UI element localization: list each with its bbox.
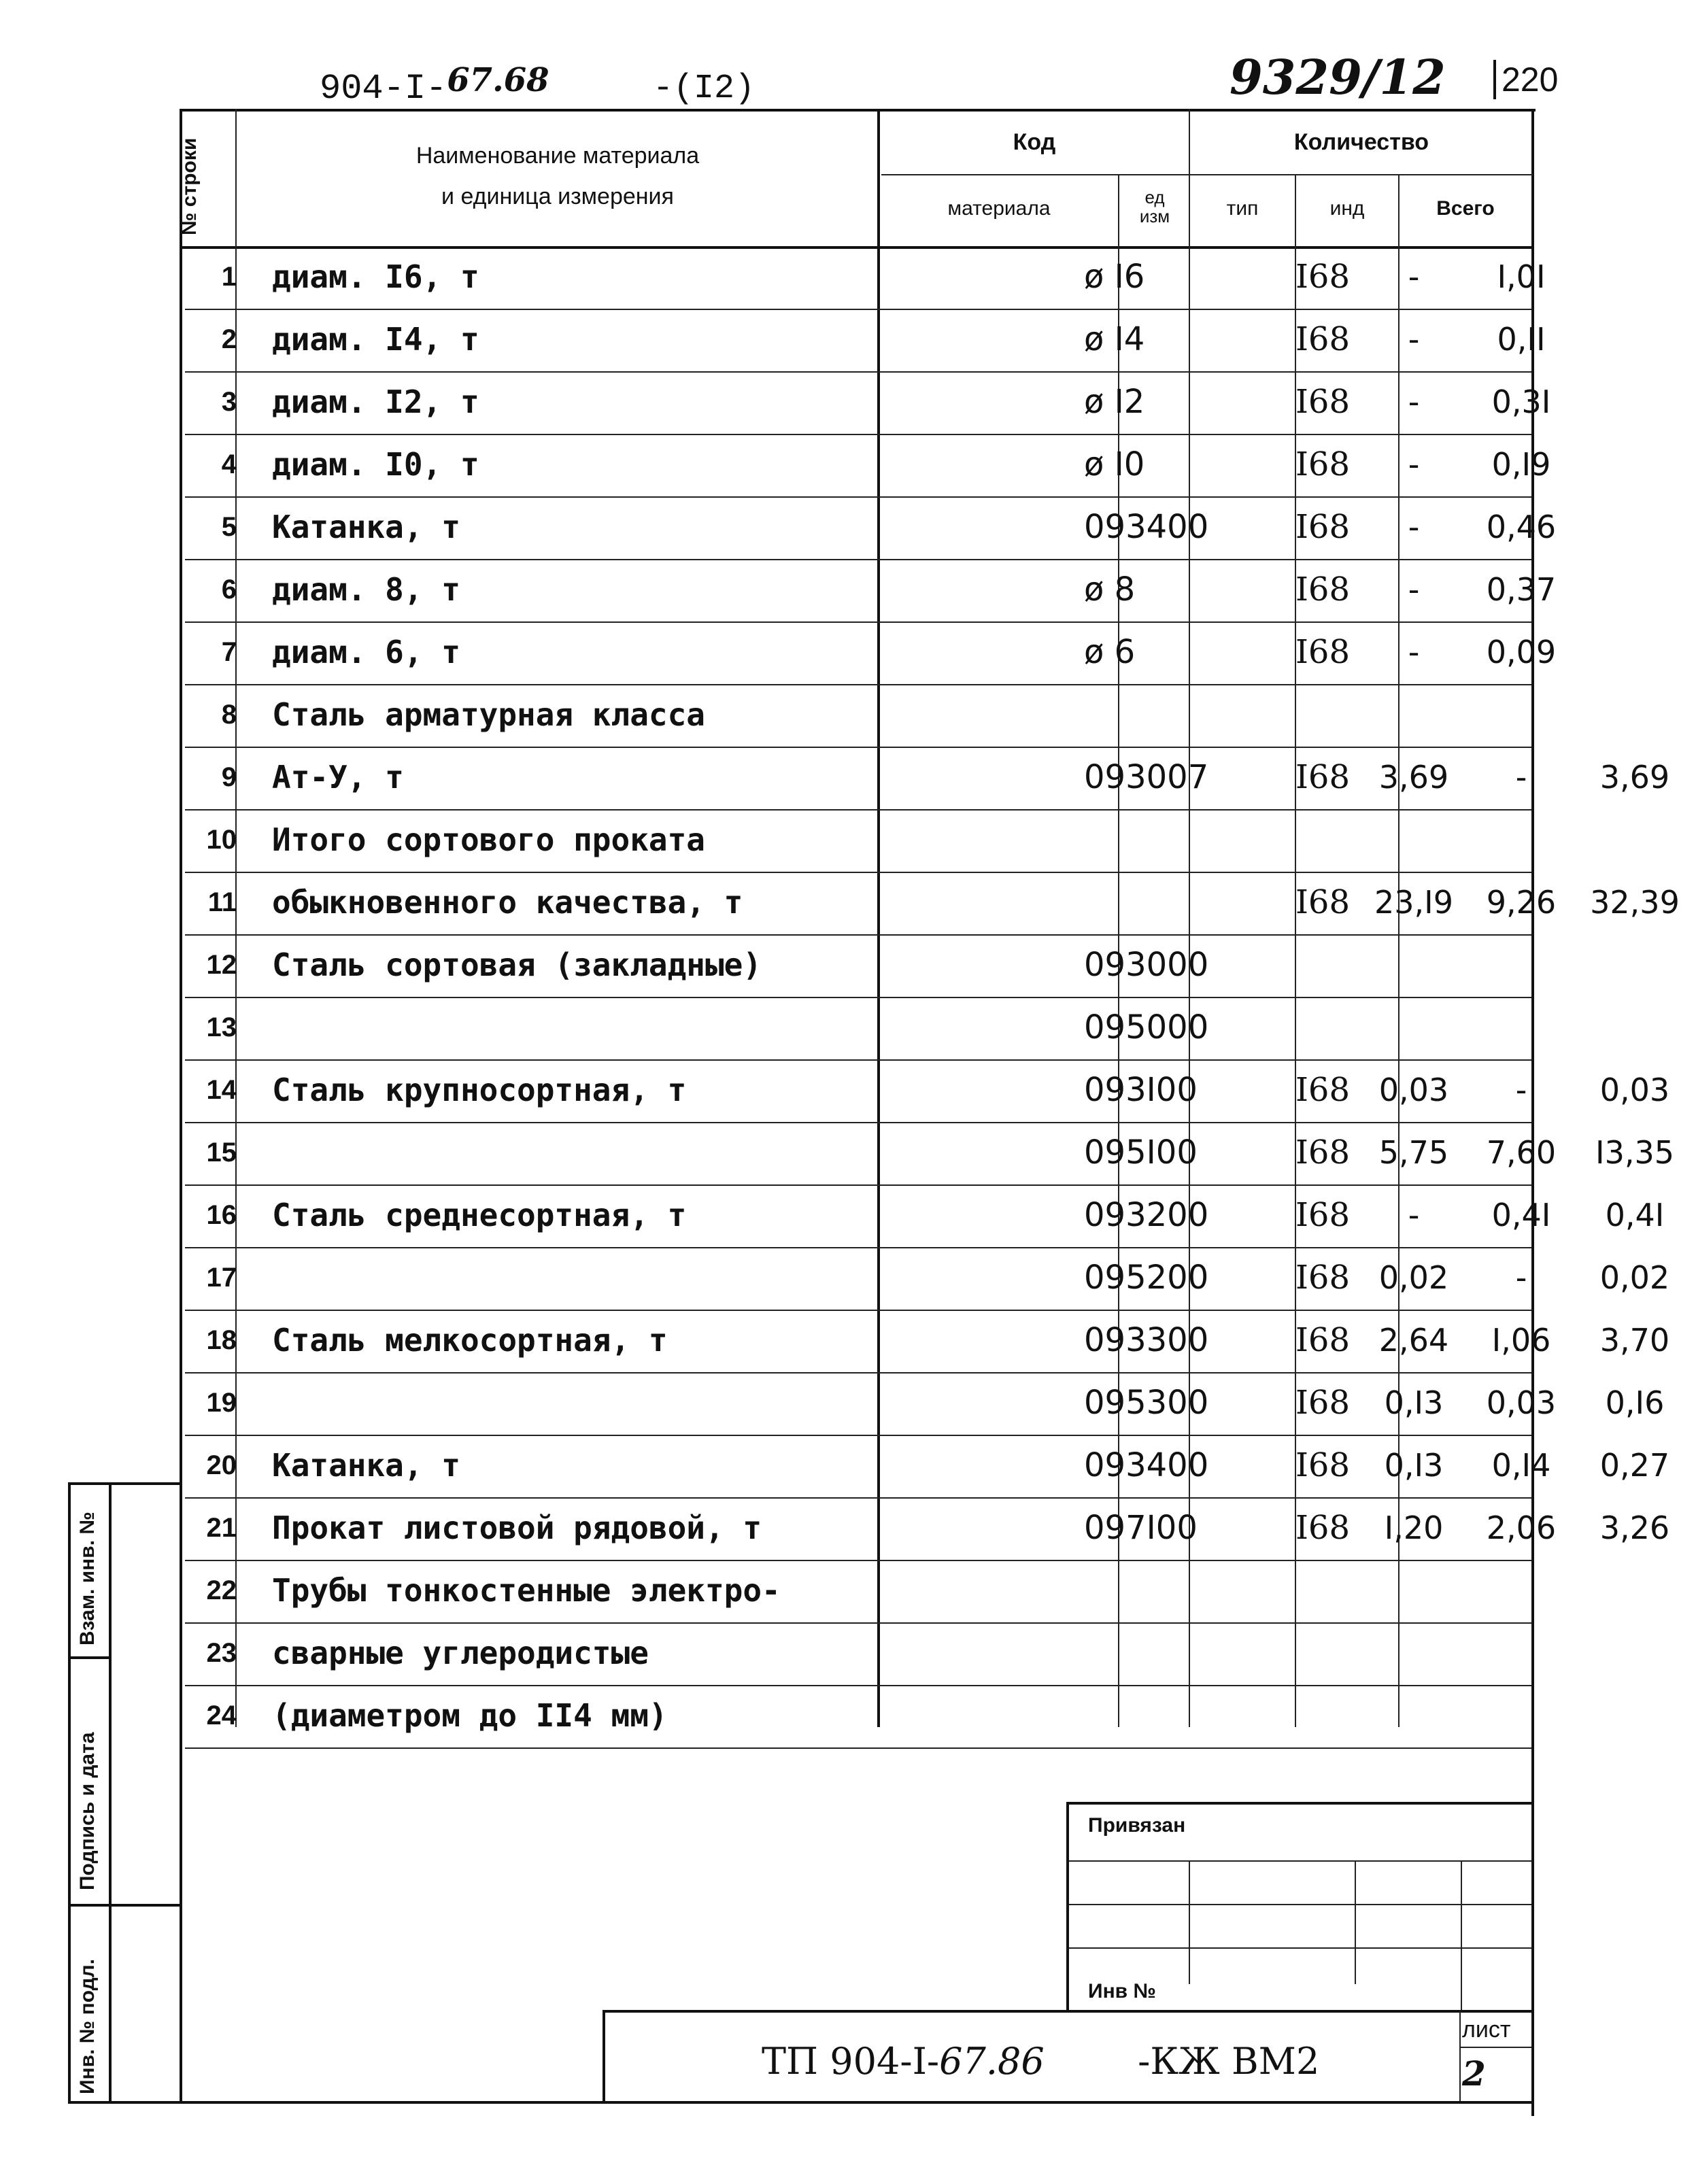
header-code-group: Код	[1013, 129, 1056, 155]
unit-code: I68	[1295, 258, 1351, 296]
qty-total: 0,03	[1599, 1072, 1670, 1108]
table-row	[182, 872, 1680, 933]
material-code: 093000	[1084, 946, 1209, 984]
row-number: 2	[221, 324, 237, 354]
qty-typ: -	[1408, 321, 1420, 358]
qty-total	[1574, 934, 1696, 995]
material-code: 095300	[1084, 1384, 1209, 1422]
qty-total	[1574, 434, 1696, 495]
qty-typ: 0,I3	[1384, 1447, 1444, 1484]
table-row	[182, 1560, 1515, 1621]
header-qty-total: Всего	[1436, 197, 1495, 220]
qty-typ: 5,75	[1378, 1134, 1449, 1171]
unit-code	[1285, 809, 1360, 870]
stamp-mid-line	[109, 1482, 112, 2102]
qty-typ: 0,I3	[1384, 1384, 1444, 1421]
row-number: 4	[221, 449, 237, 479]
tb-list-sep	[1461, 2047, 1531, 2048]
document-designation	[762, 2040, 1319, 2083]
qty-total	[1574, 1622, 1696, 1684]
tb-col-line-1	[1189, 1862, 1190, 1984]
unit-code: I68	[1295, 758, 1351, 796]
material-code: 095000	[1084, 1008, 1209, 1046]
table-row	[182, 309, 1546, 370]
qty-ind: 7,60	[1486, 1134, 1557, 1171]
qty-total	[1574, 997, 1696, 1058]
material-name: Сталь арматурная класса	[272, 696, 705, 733]
qty-total	[1574, 684, 1696, 745]
qty-total: I3,35	[1595, 1134, 1674, 1171]
material-code: ø I4	[1084, 320, 1145, 358]
qty-ind	[1470, 934, 1572, 995]
title-block-inv-no: Инв №	[1088, 1980, 1156, 2002]
qty-typ	[1360, 934, 1468, 995]
material-code: 093I00	[1084, 1071, 1198, 1109]
qty-ind: 0,09	[1486, 634, 1557, 670]
row-number: 23	[206, 1637, 237, 1668]
row-number: 17	[206, 1262, 237, 1293]
unit-code: I68	[1295, 445, 1351, 483]
table-row	[182, 559, 1557, 620]
material-name: (диаметром до II4 мм)	[272, 1697, 668, 1734]
table-row	[182, 1184, 1665, 1246]
tb-left-line	[1066, 1802, 1069, 2013]
qty-total: 0,I6	[1605, 1384, 1665, 1421]
qty-ind: 0,I4	[1491, 1447, 1551, 1484]
table-row	[182, 1497, 1670, 1558]
material-name: Трубы тонкостенные электро-	[272, 1572, 781, 1609]
qty-total	[1574, 621, 1696, 683]
table-row	[182, 747, 1670, 808]
qty-typ: -	[1408, 571, 1420, 608]
unit-code: I68	[1295, 383, 1351, 421]
table-row	[182, 371, 1551, 432]
material-code: ø I0	[1084, 445, 1145, 483]
tb-row-line-3	[1069, 1947, 1531, 1949]
material-code: 095200	[1084, 1259, 1209, 1297]
unit-code: I68	[1295, 1509, 1351, 1547]
material-name: сварные углеродистые	[272, 1635, 649, 1671]
material-code: ø I6	[1084, 258, 1145, 296]
row-number: 13	[206, 1012, 237, 1042]
qty-typ: 0,03	[1378, 1072, 1449, 1108]
material-name: диам. I0, т	[272, 446, 479, 483]
qty-total: 32,39	[1590, 884, 1680, 921]
material-name: Прокат листовой рядовой, т	[272, 1509, 762, 1546]
material-code: 093300	[1084, 1321, 1209, 1359]
qty-total: 0,02	[1599, 1259, 1670, 1296]
table-row	[182, 1685, 1515, 1746]
material-name: Сталь крупносортная, т	[272, 1072, 687, 1108]
unit-code: I68	[1295, 883, 1351, 921]
header-qty-group: Количество	[1293, 129, 1429, 155]
table-row	[182, 246, 1546, 307]
qty-typ	[1360, 684, 1468, 745]
row-number: 5	[221, 511, 237, 542]
qty-ind: 0,37	[1486, 571, 1557, 608]
qty-typ	[1360, 997, 1468, 1058]
project-code-handwritten: 67.68	[447, 61, 549, 99]
qty-total: 0,4I	[1605, 1197, 1665, 1233]
qty-ind: 0,I9	[1491, 446, 1551, 483]
qty-total	[1574, 1560, 1696, 1621]
doc-prefix: ТП 904-I-	[762, 2040, 940, 2083]
table-row	[182, 809, 1515, 870]
header-qty-typ: тип	[1226, 197, 1259, 220]
table-row	[182, 1247, 1670, 1308]
qty-typ	[1360, 1622, 1468, 1684]
qty-typ: 23,I9	[1374, 884, 1453, 921]
qty-ind: 0,03	[1486, 1384, 1557, 1421]
row-number: 8	[221, 699, 237, 730]
unit-code	[1285, 934, 1360, 995]
qty-ind: 0,46	[1486, 509, 1557, 545]
table-row	[182, 1310, 1670, 1371]
material-code: 093400	[1084, 1446, 1209, 1484]
project-code	[320, 61, 549, 109]
material-name: Сталь сортовая (закладные)	[272, 946, 762, 983]
qty-ind: 9,26	[1486, 884, 1557, 921]
qty-total	[1574, 1685, 1696, 1746]
stamp-left-line	[68, 1482, 71, 2102]
material-code: ø 6	[1084, 633, 1136, 671]
inventory-number: 9329/12	[1229, 49, 1446, 105]
qty-total	[1574, 309, 1696, 370]
unit-code	[1285, 1685, 1360, 1746]
frame-bottom-line	[68, 2101, 1534, 2104]
tb-row-line-1	[1069, 1860, 1531, 1862]
unit-code	[1285, 997, 1360, 1058]
header-sub-line	[881, 174, 1533, 175]
row-number: 24	[206, 1700, 237, 1730]
table-row	[182, 684, 1515, 745]
material-name: обыкновенного качества, т	[272, 884, 743, 921]
list-number: 2	[1462, 2053, 1486, 2094]
unit-code: I68	[1295, 1259, 1351, 1297]
table-row	[182, 1372, 1665, 1433]
qty-total: 0,27	[1599, 1447, 1670, 1484]
qty-typ: 0,02	[1378, 1259, 1449, 1296]
material-name: диам. 8, т	[272, 571, 460, 608]
material-code: 093007	[1084, 758, 1209, 796]
qty-total	[1574, 371, 1696, 432]
qty-typ: 2,64	[1378, 1322, 1449, 1359]
material-code: 097I00	[1084, 1509, 1198, 1547]
table-row	[182, 1435, 1670, 1496]
tb-row-line-2	[1069, 1904, 1531, 1905]
material-code: 093200	[1084, 1196, 1209, 1234]
qty-ind: 2,06	[1486, 1509, 1557, 1546]
unit-code: I68	[1295, 1133, 1351, 1172]
project-variant: -(I2)	[653, 69, 756, 108]
row-number: 12	[206, 949, 237, 980]
row-separator	[185, 1747, 1531, 1749]
table-row	[182, 1122, 1674, 1183]
header-row-number: № строки	[178, 137, 201, 235]
header-code-unit: ед изм	[1139, 187, 1170, 226]
unit-code: I68	[1295, 320, 1351, 358]
row-number: 14	[206, 1074, 237, 1105]
unit-code: I68	[1295, 570, 1351, 609]
unit-code	[1285, 684, 1360, 745]
material-name: Сталь мелкосортная, т	[272, 1322, 668, 1359]
qty-total	[1574, 496, 1696, 558]
unit-code: I68	[1295, 1384, 1351, 1422]
qty-typ: -	[1408, 258, 1420, 295]
qty-ind: 0,II	[1497, 321, 1546, 358]
project-code-prefix: 904-I-	[320, 69, 447, 109]
stamp-sep-2	[68, 1904, 182, 1907]
unit-code: I68	[1295, 633, 1351, 671]
qty-typ	[1360, 1685, 1468, 1746]
material-code: 095I00	[1084, 1133, 1198, 1172]
qty-ind	[1470, 1685, 1572, 1746]
header-code-material: материала	[947, 197, 1051, 220]
qty-ind: 0,4I	[1491, 1197, 1551, 1233]
qty-ind: -	[1515, 1072, 1527, 1108]
table-row	[182, 934, 1515, 995]
table-row	[182, 1059, 1670, 1121]
sheet-number: 220	[1493, 60, 1558, 99]
table-row	[182, 496, 1557, 558]
material-code: ø 8	[1084, 570, 1136, 609]
qty-total: 3,70	[1599, 1322, 1670, 1359]
material-name: Катанка, т	[272, 509, 460, 545]
row-number: 18	[206, 1325, 237, 1355]
tb-doc-left-line	[603, 2010, 605, 2101]
qty-typ: 3,69	[1378, 759, 1449, 796]
tb-list-line	[1459, 2011, 1461, 2101]
qty-typ: -	[1408, 383, 1420, 420]
unit-code: I68	[1295, 508, 1351, 546]
material-code: ø I2	[1084, 383, 1145, 421]
list-label: лист	[1462, 2017, 1511, 2043]
qty-typ	[1360, 809, 1468, 870]
qty-typ: -	[1408, 1197, 1420, 1233]
qty-ind: -	[1515, 759, 1527, 796]
title-block-privyazan: Привязан	[1088, 1814, 1186, 1837]
header-name-line1: Наименование материала	[415, 143, 700, 169]
material-name: Сталь среднесортная, т	[272, 1197, 687, 1233]
material-name: диам. I2, т	[272, 383, 479, 420]
stamp-vzam-inv: Взам. инв. №	[76, 1512, 99, 1645]
row-number: 6	[221, 574, 237, 604]
stamp-top-line	[68, 1482, 182, 1485]
doc-suffix: -КЖ ВМ2	[1138, 2040, 1320, 2083]
material-name: диам. I4, т	[272, 321, 479, 358]
qty-total	[1574, 559, 1696, 620]
qty-ind: I,0I	[1497, 258, 1546, 295]
table-row	[182, 434, 1551, 495]
unit-code	[1285, 1622, 1360, 1684]
unit-code	[1285, 1560, 1360, 1621]
material-code: 093400	[1084, 508, 1209, 546]
unit-code: I68	[1295, 1071, 1351, 1109]
tb-col-line-2	[1355, 1862, 1356, 1984]
row-number: 9	[221, 762, 237, 792]
material-name: диам. 6, т	[272, 634, 460, 670]
tb-doc-top-line	[605, 2010, 1533, 2013]
qty-ind	[1470, 997, 1572, 1058]
unit-code: I68	[1295, 1321, 1351, 1359]
qty-ind	[1470, 1622, 1572, 1684]
row-number: 3	[221, 386, 237, 417]
row-number: 10	[206, 824, 237, 855]
frame-top-line	[182, 109, 1536, 112]
material-name: диам. I6, т	[272, 258, 479, 295]
qty-total: 3,26	[1599, 1509, 1670, 1546]
stamp-podpis-data: Подпись и дата	[76, 1732, 99, 1890]
stamp-inv-podl: Инв. № подл.	[76, 1958, 99, 2094]
qty-ind: I,06	[1491, 1322, 1551, 1359]
unit-code: I68	[1295, 1196, 1351, 1234]
qty-ind	[1470, 809, 1572, 870]
table-row	[182, 621, 1557, 683]
unit-code: I68	[1295, 1446, 1351, 1484]
qty-typ: -	[1408, 509, 1420, 545]
table-row	[182, 997, 1515, 1058]
qty-ind	[1470, 684, 1572, 745]
row-number: 21	[206, 1512, 237, 1543]
row-number: 1	[221, 261, 237, 292]
row-number: 22	[206, 1575, 237, 1605]
header-name-line2: и единица измерения	[441, 184, 674, 209]
tb-col-line-3	[1461, 1862, 1462, 2011]
row-number: 15	[206, 1137, 237, 1167]
qty-ind	[1470, 1560, 1572, 1621]
qty-ind: 0,3I	[1491, 383, 1551, 420]
table-row	[182, 1622, 1515, 1684]
tb-top-line	[1066, 1802, 1533, 1805]
material-name: Ат-У, т	[272, 759, 404, 796]
doc-handwritten: 67.86	[939, 2040, 1045, 2083]
qty-total: 3,69	[1599, 759, 1670, 796]
qty-total	[1574, 809, 1696, 870]
qty-typ: -	[1408, 446, 1420, 483]
row-number: 7	[221, 636, 237, 667]
qty-typ: I,20	[1384, 1509, 1444, 1546]
qty-typ	[1360, 1560, 1468, 1621]
header-qty-ind: инд	[1329, 197, 1365, 220]
row-number: 11	[207, 887, 237, 917]
material-name: Катанка, т	[272, 1447, 460, 1484]
row-number: 16	[206, 1199, 237, 1230]
row-number: 20	[206, 1450, 237, 1480]
qty-ind: -	[1515, 1259, 1527, 1296]
stamp-sep-1	[68, 1656, 110, 1659]
qty-typ: -	[1408, 634, 1420, 670]
material-name: Итого сортового проката	[272, 821, 705, 858]
row-number: 19	[206, 1387, 237, 1418]
qty-total	[1574, 246, 1696, 307]
